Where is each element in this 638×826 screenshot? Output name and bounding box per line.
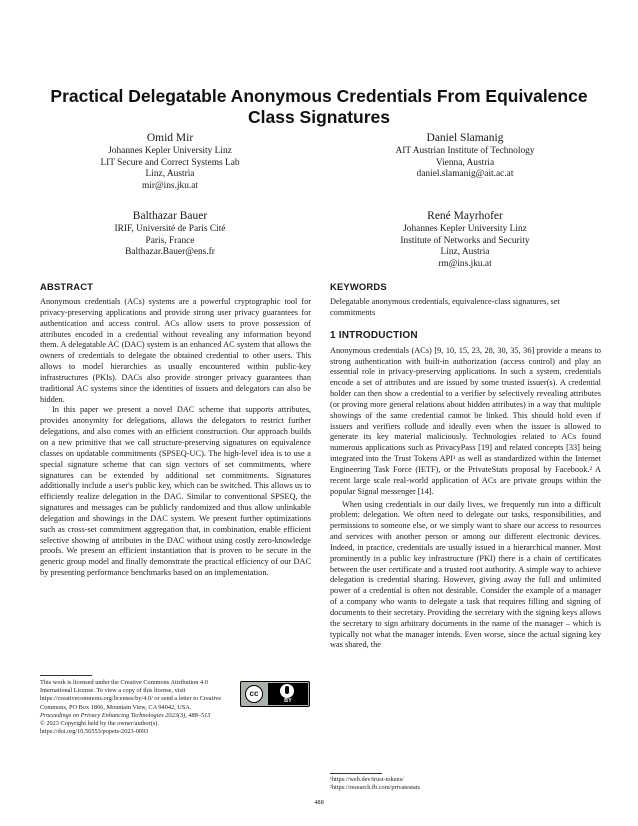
- author-location: Linz, Austria: [145, 169, 195, 180]
- abstract-section: [40, 281, 311, 579]
- author-rene-mayrhofer: [375, 209, 555, 270]
- doi-link[interactable]: https://doi.org/10.56553/popets-2023-0093: [40, 728, 149, 736]
- author-name: René Mayrhofer: [427, 210, 503, 222]
- introduction-heading: 1 INTRODUCTION: [330, 329, 418, 341]
- abstract-paragraph: In this paper we present a novel DAC scheme that supports attributes, provides anonymity for delegations, allows the delegators to restrict further delegations, and also comes with an efficient construction. Our approach builds on a new primitive that we call structure-preserving signatures on equivalence classes on updatable commitments (SPSEQ-UC). The high-level idea is to use a special signature scheme that can sign vectors of set commitments, where signatures can be extended by additional set commitments. Signatures additionally include a user's public key, which can be switched. This allows us to efficiently realize delegation in the DAC. Similar to conventional SPSEQ, the signatures and messages can be publicly randomized and thus allow unlinkable delegation and showings in the DAC system. We present further optimizations such as cross-set commitment aggregation that, in combination, enable efficient selective showing of attributes in the DAC without using costly zero-knowledge proofs. We present an efficient instantiation that is proven to be secure in the generic group model and finally demonstrate the practical efficiency of our DAC by presenting performance benchmarks based on an implementation.: [40, 405, 311, 578]
- copyright-line: © 2023 Copyright held by the owner/author(s).: [40, 720, 159, 728]
- author-location: Paris, France: [145, 235, 195, 246]
- footnote-rule: [330, 773, 382, 774]
- abstract-heading: ABSTRACT: [40, 281, 94, 292]
- introduction-paragraph: Anonymous credentials (ACs) [9, 10, 15, 23, 28, 30, 35, 36] provide a means to strong authentication with built-in authorization (access control) and play an essential role in privacy-preserving applications. In such a system, credentials encode a set of attributes and are issued by some trusted issuer(s). A credential holder can then show a credential to a verifier by selectively revealing attributes (or proving more general relations about hidden attributes) in a way that multiple showings of the same credential cannot be linked. This should hold even if issuers and verifiers collude and ideally even when the issuer is allowed to generate its key material maliciously. Technologies related to ACs found numerous applications such as PrivacyPass [19] and related concepts [33] being integrated into the Trust Tokens API¹ as well as standardized within the Internet Engineering Task Force (IETF), or the PrivateStats proposal by Facebook.² A recent large scale real-world application of ACs are private groups within the popular Signal messenger [14].: [330, 345, 601, 496]
- author-name: Balthazar Bauer: [132, 210, 208, 222]
- license-statement: This work is licensed under the Creative Commons Attribution 4.0 International License. To view a copy of this license, visit https://creativecommons.org/licenses/by/4.0/ or send a letter to Creative Commons, PO Box 1866, Mountain View, CA 94042, USA.: [40, 679, 222, 711]
- author-email[interactable]: rm@ins.jku.at: [438, 258, 492, 269]
- author-affiliation: AIT Austrian Institute of Technology: [395, 146, 535, 156]
- author-affiliation: Johannes Kepler University Linz: [403, 224, 527, 234]
- paper-title: Practical Delegatable Anonymous Credentials From Equivalence Class Signatures: [50, 86, 588, 127]
- right-column: [330, 281, 601, 651]
- footnote-1[interactable]: ¹https://web.dev/trust-tokens/: [330, 776, 404, 783]
- author-email[interactable]: daniel.slamanig@ait.ac.at: [416, 169, 514, 180]
- author-email[interactable]: mir@ins.jku.at: [141, 180, 199, 191]
- author-balthazar-bauer: [90, 209, 250, 259]
- creative-commons-logo[interactable]: [240, 681, 310, 707]
- footnote-2[interactable]: ²https://research.fb.com/privatestats: [330, 784, 421, 791]
- attribution-person-icon: [280, 684, 294, 698]
- keywords-heading: KEYWORDS: [330, 281, 387, 292]
- author-name: Daniel Slamanig: [426, 132, 504, 144]
- author-affiliation: Johannes Kepler University Linz: [108, 146, 232, 156]
- author-daniel-slamanig: [375, 131, 555, 181]
- keywords-text: Delegatable anonymous credentials, equivalence-class signatures, set commitments: [330, 297, 560, 317]
- author-affiliation: IRIF, Université de Paris Cité: [114, 224, 226, 234]
- author-affiliation: Institute of Networks and Security: [400, 235, 530, 246]
- author-email[interactable]: Balthazar.Bauer@ens.fr: [125, 247, 215, 258]
- author-location: Linz, Austria: [440, 247, 490, 258]
- author-affiliation: LIT Secure and Correct Systems Lab: [100, 157, 240, 168]
- abstract-paragraph: Anonymous credentials (ACs) systems are a powerful cryptographic tool for privacy-preserving applications and provide strong user privacy guarantees for authentication and access control. ACs allow users to prove possession of attributes encoded in a credential without revealing any information beyond them. A delegatable AC (DAC) system is an enhanced AC system that allows the owners of credentials to delegate the obtained credential to other users. This allows to model hierarchies as usually encountered within public-key infrastructures (PKIs). DACs also provide stronger privacy guarantees than traditional AC systems since the identities of issuers and delegators can also be hidden.: [40, 297, 311, 404]
- author-omid-mir: [90, 131, 250, 192]
- page-number: 488: [314, 799, 324, 806]
- by-label: BY: [284, 698, 292, 704]
- proceedings-line: Proceedings on Privacy Enhancing Technologies 2023(3), 488–513: [40, 711, 211, 719]
- introduction-paragraph: When using credentials in our daily lives, we frequently run into a difficult problem: delegation. We often need to delegate our tasks, responsibilities, and permissions to someone else, or we simply want to share our access to resources and services with another person or among our different electronic devices. Indeed, in practice, credentials are usually issued in a hierarchical manner. Most prominently in a public key infrastructure (PKI) there is a chain of certificates between the user certificate and a trusted root authority. A simple way to achieve delegation is credential sharing. However, giving away the full and unlimited power of a credential is often not desirable. Consider the example of a manager of a company who wants to delegate a task that requires filling and signing of documents to their secretary. Providing the secretary with the signing keys allows the secretary to sign arbitrary documents in the name of the manager – which is typically not what the manager intends. Even worse, since the actual signing key was shared, the: [330, 499, 601, 650]
- license-rule: [40, 675, 92, 676]
- license-text-block: [40, 679, 236, 736]
- cc-icon: cc: [245, 685, 263, 703]
- by-badge: [268, 683, 308, 705]
- author-location: Vienna, Austria: [435, 157, 495, 168]
- footnotes: [330, 776, 601, 792]
- author-name: Omid Mir: [146, 132, 194, 144]
